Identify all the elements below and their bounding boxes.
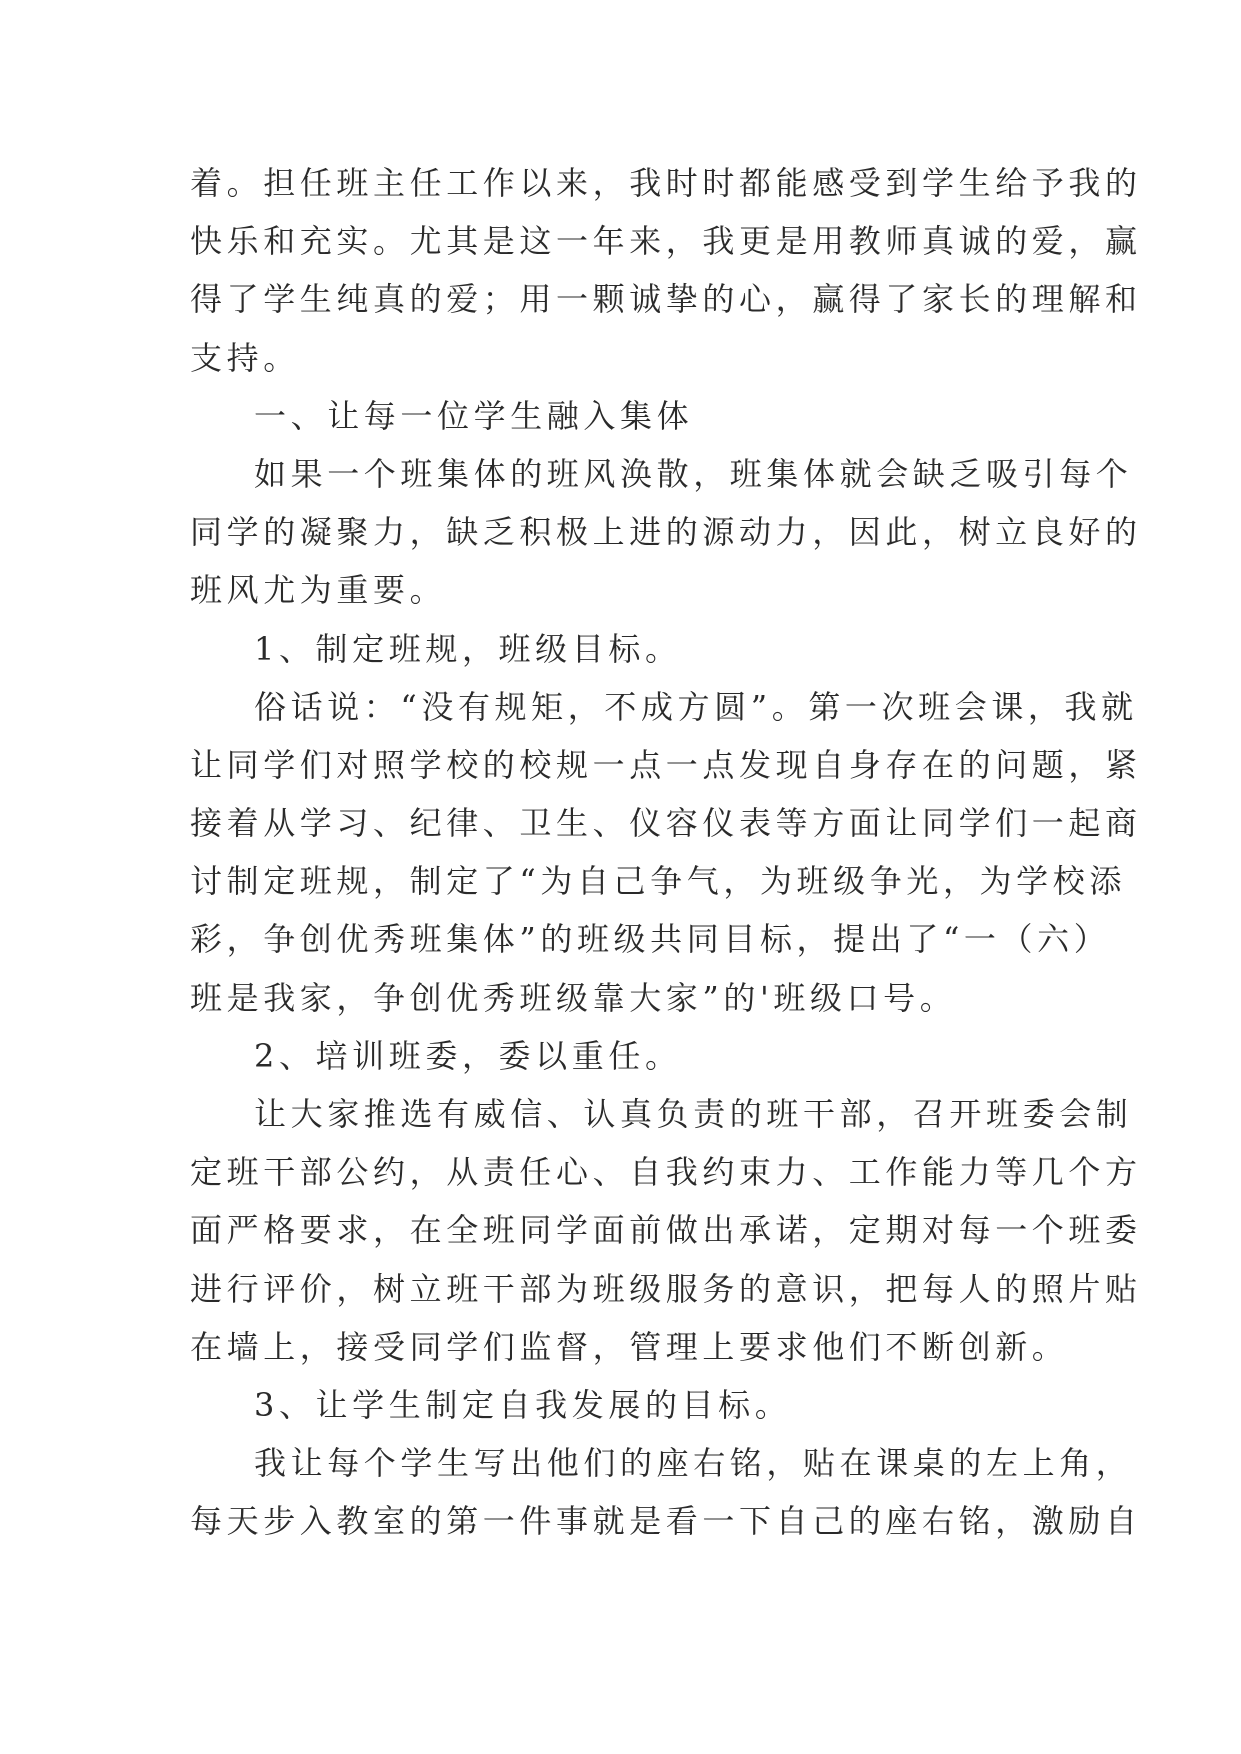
- text-line: 面严格要求，在全班同学面前做出承诺，定期对每一个班委: [190, 1211, 1142, 1250]
- paragraph-start-line: 让大家推选有威信、认真负责的班干部，召开班委会制: [254, 1095, 1133, 1133]
- subsection-heading: 1、制定班规，班级目标。: [254, 629, 682, 668]
- text-line: 支持。: [190, 338, 300, 377]
- text-line: 同学的凝聚力，缺乏积极上进的源动力，因此，树立良好的: [190, 513, 1142, 552]
- subsection-heading: 3、让学生制定自我发展的目标。: [254, 1385, 792, 1424]
- subsection-heading: 2、培训班委，委以重任。: [254, 1036, 682, 1075]
- text-line: 快乐和充实。尤其是这一年来，我更是用教师真诚的爱，赢: [190, 222, 1142, 261]
- text-line: 班是我家，争创优秀班级靠大家”的'班级口号。: [190, 978, 957, 1017]
- text-line: 班风尤为重要。: [190, 571, 447, 610]
- text-line: 得了学生纯真的爱；用一颗诚挚的心，赢得了家长的理解和: [190, 280, 1142, 319]
- text-line: 讨制定班规，制定了“为自己争气，为班级争光，为学校添: [190, 862, 1126, 901]
- document-body: [190, 154, 1142, 1551]
- text-line: 在墙上，接受同学们监督，管理上要求他们不断创新。: [190, 1327, 1069, 1366]
- paragraph-start-line: 如果一个班集体的班风涣散，班集体就会缺乏吸引每个: [254, 454, 1133, 493]
- section-heading: 一、让每一位学生融入集体: [254, 396, 694, 435]
- text-line: 着。担任班主任工作以来，我时时都能感受到学生给予我的: [190, 164, 1142, 202]
- paragraph-start-line: 俗话说：“没有规矩，不成方圆”。第一次班会课，我就: [254, 687, 1138, 726]
- text-line: 让同学们对照学校的校规一点一点发现自身存在的问题，紧: [190, 745, 1142, 784]
- text-line: 进行评价，树立班干部为班级服务的意识，把每人的照片贴: [190, 1269, 1142, 1308]
- text-line: 定班干部公约，从责任心、自我约束力、工作能力等几个方: [190, 1153, 1142, 1192]
- paragraph-start-line: 我让每个学生写出他们的座右铭，贴在课桌的左上角，: [254, 1444, 1133, 1483]
- text-line: 接着从学习、纪律、卫生、仪容仪表等方面让同学们一起商: [190, 804, 1142, 843]
- text-line: 每天步入教室的第一件事就是看一下自己的座右铭，激励自: [190, 1502, 1142, 1541]
- text-line: 彩，争创优秀班集体”的班级共同目标，提出了“一（六）: [190, 920, 1111, 959]
